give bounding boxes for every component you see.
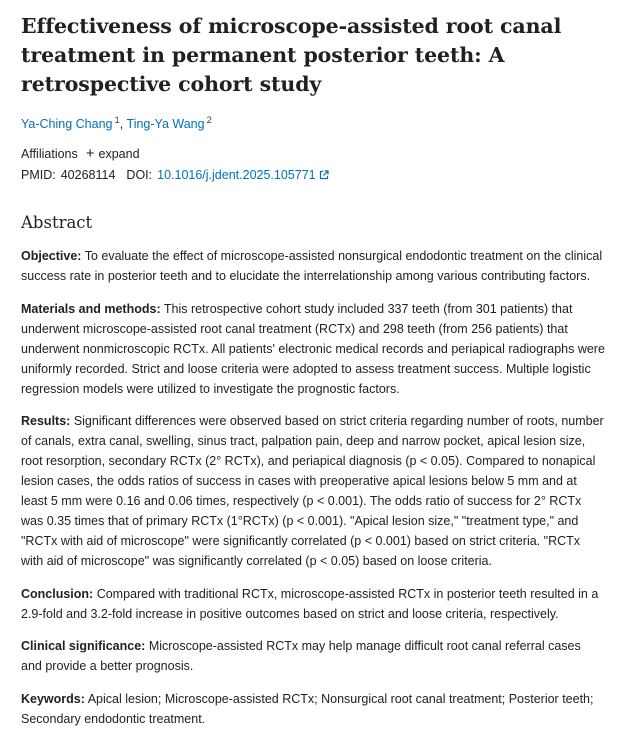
author-link-2[interactable]: Ting-Ya Wang [126,117,205,131]
abstract-heading: Abstract [21,213,93,232]
author-affiliation-number[interactable]: 2 [206,114,212,126]
abstract-section-clinical-significance [21,636,605,676]
author-affiliation-number[interactable]: 1 [114,114,120,126]
section-label: Conclusion: [21,586,94,601]
abstract-section-methods [21,299,605,399]
article-page [21,12,605,741]
author-separator: , [119,117,127,131]
expand-label: expand [98,147,140,161]
abstract-section-keywords [21,689,605,729]
section-label: Clinical significance: [21,639,146,653]
doi-value: 10.1016/j.jdent.2025.105771 [157,168,316,182]
section-label: Materials and methods: [21,301,161,316]
external-link-icon [319,170,329,180]
author-link-1[interactable]: Ya-Ching Chang [21,117,113,131]
section-label: Objective: [21,249,82,263]
pmid-label: PMID: [21,168,56,182]
doi-label: DOI: [126,168,153,182]
author-list [21,115,605,133]
doi-link[interactable] [157,166,328,184]
identifiers-row [21,166,605,184]
section-text: Significant differences were observed based on strict criteria regarding number of roots, number of canals, extra canal, swelling, sinus tract, palpation pain, deep and narrow pocket, apical lesion size, root resorption, secondary RCTx (2° RCTx), and periapical diagnosis (p < 0.05). Compared to nonapical lesion cases, the odds ratios of success in cases with preoperative apical lesions below 5 mm and at least 5 mm were 0.16 and 0.06 times, respectively (p < 0.001). The odds ratio of success for 2° RCTx was 0.35 times that of primary RCTx (1°RCTx) (p < 0.001). "Apical lesion size," "treatment type," and "RCTx with aid of microscope" were significantly correlated (p < 0.001) based on strict criteria. "RCTx with aid of microscope" was significantly correlated (p < 0.05) based on loose criteria. [21,414,604,568]
section-text: Microscope-assisted RCTx may help manage difficult root canal referral cases and provide a better prognosis. [21,639,581,673]
pmid-value: 40268114 [60,168,116,182]
abstract-section-results [21,411,605,571]
expand-affiliations-button[interactable] [86,145,140,163]
section-text: Compared with traditional RCTx, microscope-assisted RCTx in posterior teeth resulted in a 2.9-fold and 3.2-fold increase in positive outcomes based on strict and loose criteria, respectively. [21,586,599,621]
abstract-section-objective [21,246,605,286]
section-text: Apical lesion; Microscope-assisted RCTx; Nonsurgical root canal treatment; Posterior teeth; Secondary endodontic treatment. [21,691,594,726]
section-text: To evaluate the effect of microscope-assisted nonsurgical endodontic treatment on the clinical success rate in posterior teeth and to elucidate the interrelationship among various contributing factors. [21,249,603,283]
abstract-body [21,246,605,729]
article-title: Effectiveness of microscope-assisted root canal treatment in permanent posterior teeth: A retrospective cohort study [21,14,562,96]
affiliations-label: Affiliations [21,147,78,161]
section-text: This retrospective cohort study included 337 teeth (from 301 patients) that underwent microscope-assisted root canal treatment (RCTx) and 298 teeth (from 256 patients) that underwent nonmicroscopic RCTx. All patients' electronic medical records and periapical radiographs were uniformly recorded. Strict and loose criteria were adopted to assess treatment success. Multiple logistic regression models were utilized to investigate the prognostic factors. [21,301,605,396]
section-label: Keywords: [21,691,85,706]
section-label: Results: [21,414,71,428]
abstract-section-conclusion [21,584,605,624]
affiliations-row [21,145,605,163]
plus-icon: + [85,145,95,162]
